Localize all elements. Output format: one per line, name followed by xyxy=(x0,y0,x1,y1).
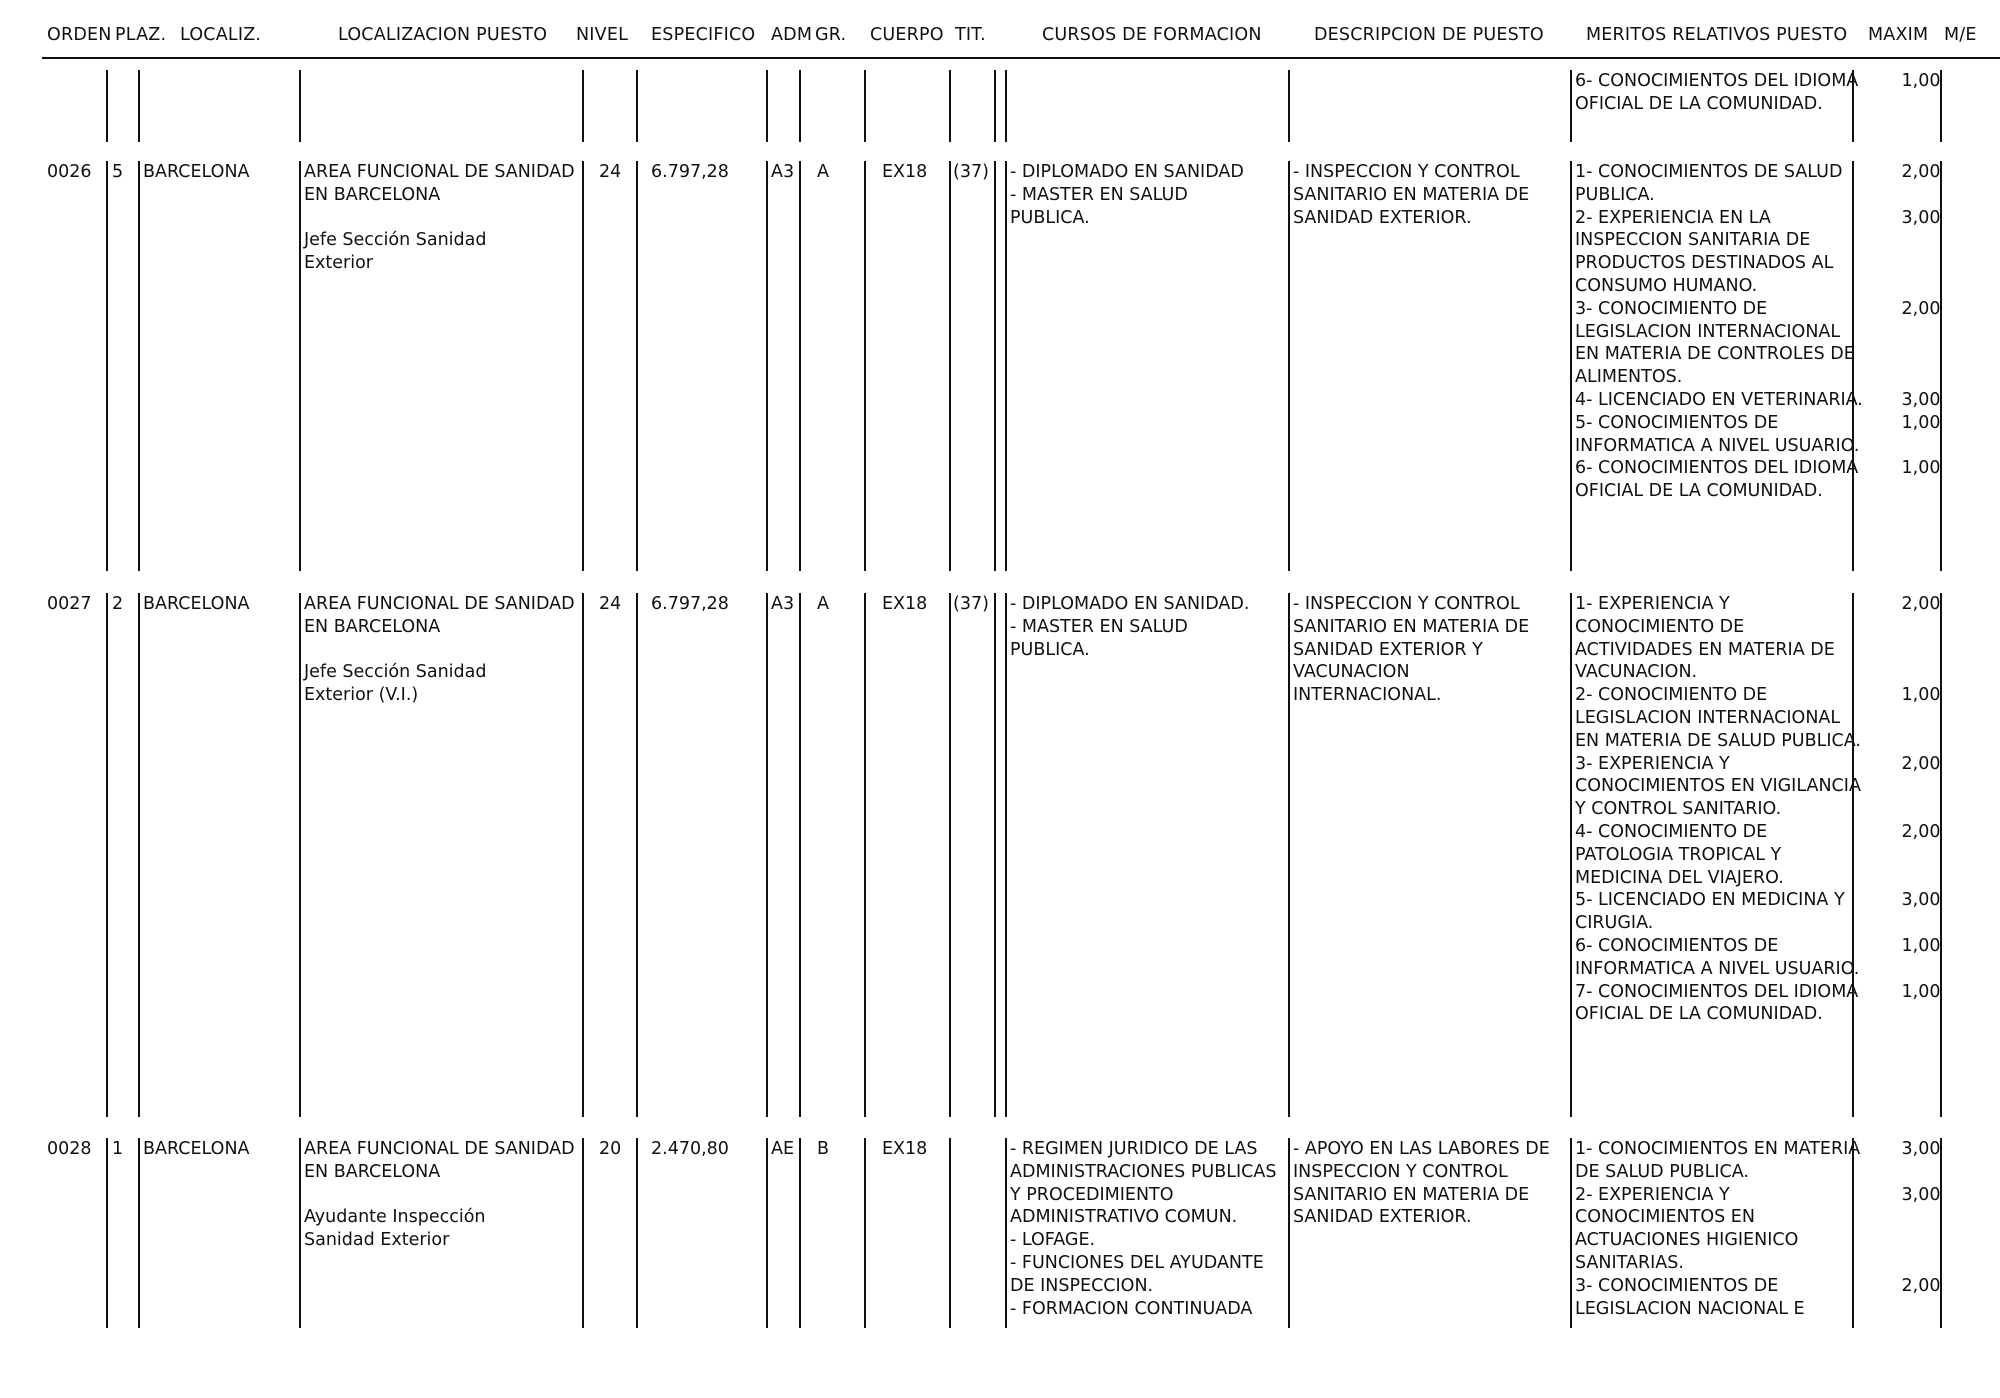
merit-item xyxy=(1575,935,1941,981)
grupo-value: A xyxy=(817,594,829,614)
meritos-cell xyxy=(1575,1138,1941,1320)
merit-text: 7- CONOCIMIENTOS DEL IDIOMA OFICIAL DE LA COMUNIDAD. xyxy=(1575,981,1859,1025)
column-divider xyxy=(299,70,301,142)
column-divider xyxy=(138,161,140,571)
merit-text: 2- EXPERIENCIA EN LA INSPECCION SANITARIA DE PRODUCTOS DESTINADOS AL CONSUMO HUMANO. xyxy=(1575,207,1834,296)
column-divider xyxy=(949,70,951,142)
plazas-value: 5 xyxy=(112,162,124,182)
merit-item xyxy=(1575,593,1941,684)
col-titulacion: TIT. xyxy=(955,25,986,45)
merit-item xyxy=(1575,821,1941,889)
column-divider xyxy=(1570,1138,1572,1328)
column-divider xyxy=(994,161,996,571)
merit-max: 1,00 xyxy=(1901,981,1941,1002)
merit-max: 2,00 xyxy=(1901,821,1941,842)
merit-max: 1,00 xyxy=(1901,412,1941,433)
merit-text: 5- LICENCIADO EN MEDICINA Y CIRUGIA. xyxy=(1575,890,1845,934)
cuerpo-value: EX18 xyxy=(882,162,928,182)
column-divider xyxy=(299,593,301,1117)
descripcion-value: - APOYO EN LAS LABORES DE INSPECCION Y CONTROL SANITARIO EN MATERIA DE SANIDAD EXTERIOR. xyxy=(1293,1139,1550,1228)
orden-value: 0026 xyxy=(47,162,92,182)
localidad-value: BARCELONA xyxy=(143,594,250,614)
nivel-value: 24 xyxy=(599,594,622,614)
puesto-value: Jefe Sección Sanidad Exterior xyxy=(304,230,487,273)
orden-value: 0028 xyxy=(47,1139,92,1159)
col-localizacion-puesto: LOCALIZACION PUESTO xyxy=(338,25,548,45)
column-divider xyxy=(138,70,140,142)
column-divider xyxy=(1570,593,1572,1117)
merit-text: 3- CONOCIMIENTOS DE LEGISLACION NACIONAL E xyxy=(1575,1275,1805,1319)
col-meritos: MERITOS RELATIVOS PUESTO xyxy=(1586,25,1848,45)
column-divider xyxy=(1005,70,1007,142)
col-cursos: CURSOS DE FORMACION xyxy=(1042,25,1262,45)
column-divider xyxy=(1288,593,1290,1117)
plazas-value: 1 xyxy=(112,1139,124,1159)
merit-max: 2,00 xyxy=(1901,1275,1941,1296)
merit-text: 2- EXPERIENCIA Y CONOCIMIENTOS EN ACTUACIONES HIGIENICO SANITARIAS. xyxy=(1575,1184,1799,1273)
merit-item xyxy=(1575,1275,1941,1321)
especifico-value: 6.797,28 xyxy=(651,594,729,614)
column-divider xyxy=(1288,1138,1290,1328)
column-divider xyxy=(766,161,768,571)
merit-text: 1- EXPERIENCIA Y CONOCIMIENTO DE ACTIVIDADES EN MATERIA DE VACUNACION. xyxy=(1575,594,1835,683)
merit-max: 3,00 xyxy=(1901,1184,1941,1205)
merit-text: 4- CONOCIMIENTO DE PATOLOGIA TROPICAL Y MEDICINA DEL VIAJERO. xyxy=(1575,821,1784,888)
merit-max: 1,00 xyxy=(1901,935,1941,956)
tit-value: (37) xyxy=(953,162,989,182)
merit-max: 3,00 xyxy=(1901,389,1941,410)
merit-item xyxy=(1575,161,1941,207)
column-divider xyxy=(636,161,638,571)
cursos-value: - DIPLOMADO EN SANIDAD - MASTER EN SALUD PUBLICA. xyxy=(1010,162,1244,228)
merit-max: 2,00 xyxy=(1901,162,1941,182)
meritos-cell xyxy=(1575,70,1941,116)
puesto-value: Ayudante Inspección Sanidad Exterior xyxy=(304,1207,486,1250)
column-divider xyxy=(582,161,584,571)
col-adm: ADM xyxy=(771,25,813,45)
merit-max: 3,00 xyxy=(1901,1139,1941,1159)
column-divider xyxy=(799,1138,801,1328)
grupo-value: B xyxy=(817,1139,830,1159)
column-divider xyxy=(106,161,108,571)
merit-max: 1,00 xyxy=(1901,71,1941,91)
descripcion-value: - INSPECCION Y CONTROL SANITARIO EN MATERIA DE SANIDAD EXTERIOR Y VACUNACION INTERNACIONAL. xyxy=(1293,594,1530,706)
column-divider xyxy=(766,1138,768,1328)
column-divider xyxy=(1940,1138,1942,1328)
merit-text: 6- CONOCIMIENTOS DEL IDIOMA OFICIAL DE LA COMUNIDAD. xyxy=(1575,71,1859,114)
column-divider xyxy=(864,70,866,142)
merit-item xyxy=(1575,457,1941,503)
column-divider xyxy=(1005,1138,1007,1328)
merit-max: 1,00 xyxy=(1901,685,1941,706)
column-divider xyxy=(1570,161,1572,571)
col-grupo: GR. xyxy=(815,25,847,45)
col-plazas: PLAZ. xyxy=(115,25,167,45)
column-divider xyxy=(138,1138,140,1328)
cuerpo-value: EX18 xyxy=(882,594,928,614)
merit-item xyxy=(1575,889,1941,935)
column-divider xyxy=(799,593,801,1117)
column-divider xyxy=(766,593,768,1117)
merit-text: 3- CONOCIMIENTO DE LEGISLACION INTERNACIONAL EN MATERIA DE CONTROLES DE ALIMENTOS. xyxy=(1575,298,1855,388)
nivel-value: 24 xyxy=(599,162,622,182)
column-divider xyxy=(1288,70,1290,142)
merit-max: 2,00 xyxy=(1901,298,1941,319)
unidad-value: AREA FUNCIONAL DE SANIDAD EN BARCELONA xyxy=(304,162,575,205)
column-divider xyxy=(636,593,638,1117)
merit-text: 5- CONOCIMIENTOS DE INFORMATICA A NIVEL USUARIO. xyxy=(1575,412,1860,456)
merit-item xyxy=(1575,412,1941,458)
merit-max: 2,00 xyxy=(1901,594,1941,614)
table-header xyxy=(0,0,2000,60)
column-divider xyxy=(582,70,584,142)
column-divider xyxy=(636,1138,638,1328)
column-divider xyxy=(582,1138,584,1328)
orden-value: 0027 xyxy=(47,594,92,614)
grupo-value: A xyxy=(817,162,829,182)
merit-text: 2- CONOCIMIENTO DE LEGISLACION INTERNACIONAL EN MATERIA DE SALUD PUBLICA. xyxy=(1575,685,1861,751)
meritos-cell xyxy=(1575,593,1941,1026)
unidad-value: AREA FUNCIONAL DE SANIDAD EN BARCELONA xyxy=(304,594,575,637)
column-divider xyxy=(799,161,801,571)
merit-text: 6- CONOCIMIENTOS DE INFORMATICA A NIVEL USUARIO. xyxy=(1575,935,1860,979)
column-divider xyxy=(864,1138,866,1328)
merit-text: 1- CONOCIMIENTOS EN MATERIA DE SALUD PUBLICA. xyxy=(1575,1139,1861,1182)
adm-value: AE xyxy=(771,1139,795,1159)
column-divider xyxy=(766,70,768,142)
tit-value: (37) xyxy=(953,594,989,614)
adm-value: A3 xyxy=(771,594,795,614)
col-especifico: ESPECIFICO xyxy=(651,25,756,45)
merit-text: 4- LICENCIADO EN VETERINARIA. xyxy=(1575,389,1863,410)
nivel-value: 20 xyxy=(599,1139,622,1159)
column-divider xyxy=(949,1138,951,1328)
table-row xyxy=(0,70,2000,142)
header-rule xyxy=(42,57,2000,59)
column-divider xyxy=(1288,161,1290,571)
column-divider xyxy=(949,593,951,1117)
merit-text: 1- CONOCIMIENTOS DE SALUD PUBLICA. xyxy=(1575,162,1843,205)
column-divider xyxy=(1005,593,1007,1117)
adm-value: A3 xyxy=(771,162,795,182)
plazas-value: 2 xyxy=(112,594,124,614)
column-divider xyxy=(106,70,108,142)
col-orden: ORDEN xyxy=(47,25,112,45)
col-descripcion: DESCRIPCION DE PUESTO xyxy=(1314,25,1544,45)
merit-item xyxy=(1575,1138,1941,1184)
column-divider xyxy=(138,593,140,1117)
merit-item xyxy=(1575,70,1941,116)
cursos-value: - DIPLOMADO EN SANIDAD. - MASTER EN SALUD PUBLICA. xyxy=(1010,594,1250,660)
column-divider xyxy=(949,161,951,571)
column-divider xyxy=(636,70,638,142)
col-cuerpo: CUERPO xyxy=(870,25,944,45)
merit-max: 3,00 xyxy=(1901,890,1941,911)
column-divider xyxy=(799,70,801,142)
localidad-value: BARCELONA xyxy=(143,1139,250,1159)
merit-item xyxy=(1575,981,1941,1027)
table-row xyxy=(0,1138,2000,1328)
cuerpo-value: EX18 xyxy=(882,1139,928,1159)
localidad-value: BARCELONA xyxy=(143,162,250,182)
column-divider xyxy=(864,161,866,571)
meritos-cell xyxy=(1575,161,1941,503)
cursos-value: - REGIMEN JURIDICO DE LAS ADMINISTRACIONES PUBLICAS Y PROCEDIMIENTO ADMINISTRATIVO COMUN. - LOFAGE. - FUNCIONES DEL AYUDANTE DE INSPECCION. - FORMACION CONTINUADA xyxy=(1010,1139,1277,1319)
column-divider xyxy=(994,70,996,142)
col-localidad: LOCALIZ. xyxy=(180,25,262,45)
col-maxim: MAXIM xyxy=(1868,25,1929,45)
puesto-value: Jefe Sección Sanidad Exterior (V.I.) xyxy=(304,662,487,705)
column-divider xyxy=(994,593,996,1117)
especifico-value: 2.470,80 xyxy=(651,1139,729,1159)
merit-text: 3- EXPERIENCIA Y CONOCIMIENTOS EN VIGILANCIA Y CONTROL SANITARIO. xyxy=(1575,753,1861,820)
descripcion-value: - INSPECCION Y CONTROL SANITARIO EN MATERIA DE SANIDAD EXTERIOR. xyxy=(1293,162,1530,228)
merit-item xyxy=(1575,389,1941,412)
especifico-value: 6.797,28 xyxy=(651,162,729,182)
merit-item xyxy=(1575,684,1941,752)
table-row xyxy=(0,593,2000,1117)
column-divider xyxy=(582,593,584,1117)
column-divider xyxy=(864,593,866,1117)
merit-item xyxy=(1575,207,1941,298)
column-divider xyxy=(299,161,301,571)
table-row xyxy=(0,161,2000,571)
col-nivel: NIVEL xyxy=(576,25,629,45)
merit-max: 2,00 xyxy=(1901,753,1941,774)
column-divider xyxy=(106,1138,108,1328)
col-me: M/E xyxy=(1944,25,1977,45)
column-divider xyxy=(106,593,108,1117)
merit-item xyxy=(1575,298,1941,389)
merit-text: 6- CONOCIMIENTOS DEL IDIOMA OFICIAL DE LA COMUNIDAD. xyxy=(1575,458,1859,502)
column-divider xyxy=(299,1138,301,1328)
column-divider xyxy=(1940,593,1942,1117)
merit-item xyxy=(1575,753,1941,821)
column-divider xyxy=(1570,70,1572,142)
merit-max: 3,00 xyxy=(1901,207,1941,228)
unidad-value: AREA FUNCIONAL DE SANIDAD EN BARCELONA xyxy=(304,1139,575,1182)
merit-item xyxy=(1575,1184,1941,1275)
merit-max: 1,00 xyxy=(1901,458,1941,479)
column-divider xyxy=(1005,161,1007,571)
